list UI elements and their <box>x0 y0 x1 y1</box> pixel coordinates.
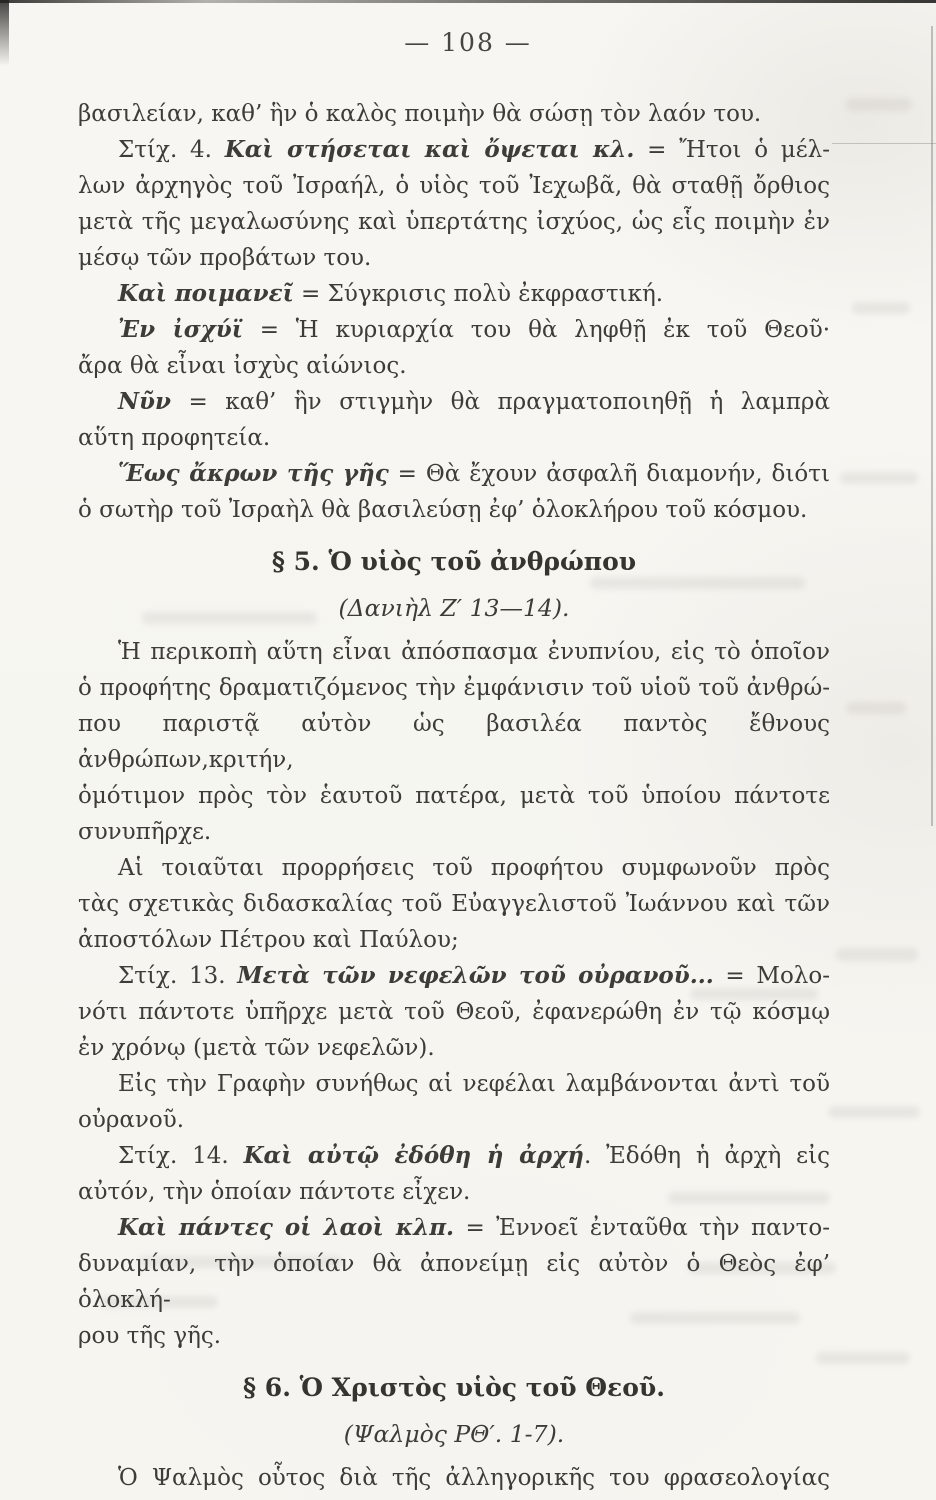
text-line <box>78 1318 830 1354</box>
section-heading: § 6. Ὁ Χριστὸς υἱὸς τοῦ Θεοῦ. <box>243 1373 665 1402</box>
text-segment: μετὰ τῆς μεγαλωσύνης καὶ ὑπερτάτης ἰσχύος, ὡς εἷς ποιμὴν ἐν <box>78 209 830 235</box>
page-number: — 108 — <box>404 28 532 57</box>
text-segment: Εἰς τὴν Γραφὴν συνήθως αἱ νεφέλαι λαμβάνονται ἀντὶ τοῦ <box>118 1071 830 1097</box>
text-segment: Στίχ. 4. <box>118 137 225 163</box>
paragraph <box>78 96 830 132</box>
text-segment: τὰς σχετικὰς διδασκαλίας τοῦ Εὐαγγελιστοῦ Ἰωάννου καὶ τῶν <box>78 891 830 917</box>
text-segment: Στίχ. 14. <box>118 1143 244 1169</box>
text-line <box>78 348 830 384</box>
text-line <box>78 1102 830 1138</box>
text-segment: λων ἀρχηγὸς τοῦ Ἰσραήλ, ὁ υἱὸς τοῦ Ἰεχωβᾶ, θὰ σταθῇ ὄρθιος <box>78 173 830 199</box>
text-line <box>78 922 830 958</box>
text-line <box>78 1210 830 1246</box>
bleedthrough-smudge <box>852 302 910 314</box>
text-line <box>78 886 830 922</box>
text-segment: οὐρανοῦ. <box>78 1107 185 1133</box>
paragraph <box>78 1066 830 1138</box>
section-subheading: (Δανιὴλ Ζ′ 13—14). <box>338 594 570 622</box>
lemma-bold-italic: Καὶ στήσεται καὶ ὄψεται κλ. <box>224 136 635 163</box>
lemma-bold-italic: Καὶ ποιμανεῖ <box>118 280 294 307</box>
text-segment: ὁ σωτὴρ τοῦ Ἰσραὴλ θὰ βασιλεύσῃ ἐφ’ ὁλοκλήρου τοῦ κόσμου. <box>78 497 808 523</box>
text-segment: δυναμίαν, τὴν ὁποίαν θὰ ἀπονείμῃ εἰς αὐτὸν ὁ Θεὸς ἐφ’ ὁλοκλή- <box>78 1251 830 1313</box>
text-segment: που παριστᾷ αὐτὸν ὡς βασιλέα παντὸς ἔθνους ἀνθρώπων,κριτήν, <box>78 711 830 773</box>
text-line <box>78 634 830 670</box>
text-line <box>78 384 830 420</box>
text-line <box>78 1138 830 1174</box>
text-line <box>78 670 830 706</box>
bleedthrough-smudge <box>816 1352 910 1364</box>
text-segment: = Σύγκρισις πολὺ ἐκφραστική. <box>293 281 664 307</box>
text-segment: = καθ’ ἣν στιγμὴν θὰ πραγματοποιηθῇ ἡ λαμπρὰ <box>170 389 830 415</box>
paragraph <box>78 1460 830 1496</box>
text-segment: συνυπῆρχε. <box>78 819 212 845</box>
text-segment: = Ἤτοι ὁ μέλ- <box>634 137 830 163</box>
text-line <box>78 958 830 994</box>
text-line <box>78 96 830 132</box>
text-segment: βασιλείαν, καθ’ ἣν ὁ καλὸς ποιμὴν θὰ σώσῃ τὸν λαόν του. <box>78 101 762 127</box>
text-line <box>78 420 830 456</box>
lemma-bold-italic: Ἕως ἄκρων τῆς γῆς <box>118 460 389 487</box>
text-line <box>78 994 830 1030</box>
paragraph <box>78 1138 830 1210</box>
text-segment: . Ἐδόθη ἡ ἀρχὴ εἰς <box>583 1143 830 1169</box>
text-line <box>78 814 830 850</box>
text-segment: ρου τῆς γῆς. <box>78 1323 222 1349</box>
paragraph <box>78 456 830 528</box>
text-line <box>78 1246 830 1318</box>
text-segment: νότι πάντοτε ὑπῆρχε μετὰ τοῦ Θεοῦ, ἐφανερώθη ἐν τῷ κόσμῳ <box>78 999 830 1025</box>
scan-crease <box>832 143 936 144</box>
text-line <box>78 456 830 492</box>
text-segment: ὁμότιμον πρὸς τὸν ἑαυτοῦ πατέρα, μετὰ τοῦ ὑποίου πάντοτε <box>78 783 830 809</box>
bleedthrough-smudge <box>846 702 906 714</box>
text-line <box>78 312 830 348</box>
text-line <box>78 132 830 168</box>
text-line <box>78 240 830 276</box>
bleedthrough-smudge <box>840 472 918 484</box>
text-line <box>78 492 830 528</box>
section-heading: § 5. Ὁ υἱὸς τοῦ ἀνθρώπου <box>271 547 637 576</box>
bleedthrough-smudge <box>828 1106 920 1118</box>
paragraph <box>78 958 830 1066</box>
scan-edge-right <box>931 26 933 826</box>
text-segment: αὐτόν, τὴν ὁποίαν πάντοτε εἶχεν. <box>78 1179 471 1205</box>
paragraph <box>78 276 830 312</box>
paragraph <box>78 1210 830 1354</box>
text-segment: ἀποστόλων Πέτρου καὶ Παύλου; <box>78 927 459 953</box>
text-segment: = Θὰ ἔχουν ἀσφαλῆ διαμονήν, διότι <box>388 461 831 487</box>
text-segment: Ἡ περικοπὴ αὕτη εἶναι ἀπόσπασμα ἐνυπνίου, εἰς τὸ ὁποῖον <box>118 639 830 665</box>
text-line <box>78 778 830 814</box>
text-line <box>78 168 830 204</box>
paragraph <box>78 132 830 276</box>
lemma-bold-italic: Καὶ πάντες οἱ λαοὶ κλπ. <box>118 1214 455 1241</box>
section-subheading: (Ψαλμὸς ΡΘ′. 1-7). <box>343 1420 565 1448</box>
text-segment: ὁ προφήτης δραματιζόμενος τὴν ἐμφάνισιν τοῦ υἱοῦ τοῦ ἀνθρώ- <box>78 675 830 701</box>
lemma-bold-italic: Ἐν ἰσχύϊ <box>118 316 243 343</box>
text-segment: = Μολο- <box>713 963 830 989</box>
lemma-bold-italic: Μετὰ τῶν νεφελῶν τοῦ οὐρανοῦ... <box>237 962 714 989</box>
text-segment: Ὁ Ψαλμὸς οὗτος διὰ τῆς ἀλληγορικῆς του φρασεολογίας <box>118 1465 830 1491</box>
paragraph <box>78 312 830 384</box>
lemma-bold-italic: Νῦν <box>118 388 171 415</box>
bleedthrough-smudge <box>836 948 918 961</box>
text-line <box>78 706 830 778</box>
paragraph <box>78 384 830 456</box>
text-segment: Στίχ. 13. <box>118 963 238 989</box>
text-line <box>78 276 830 312</box>
text-line <box>78 204 830 240</box>
text-line <box>78 1460 830 1496</box>
text-segment: ἐν χρόνῳ (μετὰ τῶν νεφελῶν). <box>78 1035 435 1061</box>
paragraph <box>78 850 830 958</box>
text-segment: μέσῳ τῶν προβάτων του. <box>78 245 372 271</box>
text-segment: ἄρα θὰ εἶναι ἰσχὺς αἰώνιος. <box>78 353 407 379</box>
bleedthrough-smudge <box>846 98 912 111</box>
text-segment: = Ἡ κυριαρχία του θὰ ληφθῇ ἐκ τοῦ Θεοῦ· <box>242 317 831 343</box>
text-line <box>78 1030 830 1066</box>
lemma-bold-italic: Καὶ αὐτῷ ἐδόθη ἡ ἀρχή <box>243 1142 584 1169</box>
text-segment: = Ἐννοεῖ ἐνταῦθα τὴν παντο- <box>454 1215 831 1241</box>
text-line <box>78 850 830 886</box>
text-line <box>78 1174 830 1210</box>
text-line <box>78 1066 830 1102</box>
scan-edge-top <box>0 0 936 3</box>
text-segment: αὕτη προφητεία. <box>78 425 271 451</box>
text-column <box>78 96 830 1496</box>
text-segment: Αἱ τοιαῦται προρρήσεις τοῦ προφήτου συμφωνοῦν πρὸς <box>118 855 830 881</box>
paragraph <box>78 634 830 850</box>
